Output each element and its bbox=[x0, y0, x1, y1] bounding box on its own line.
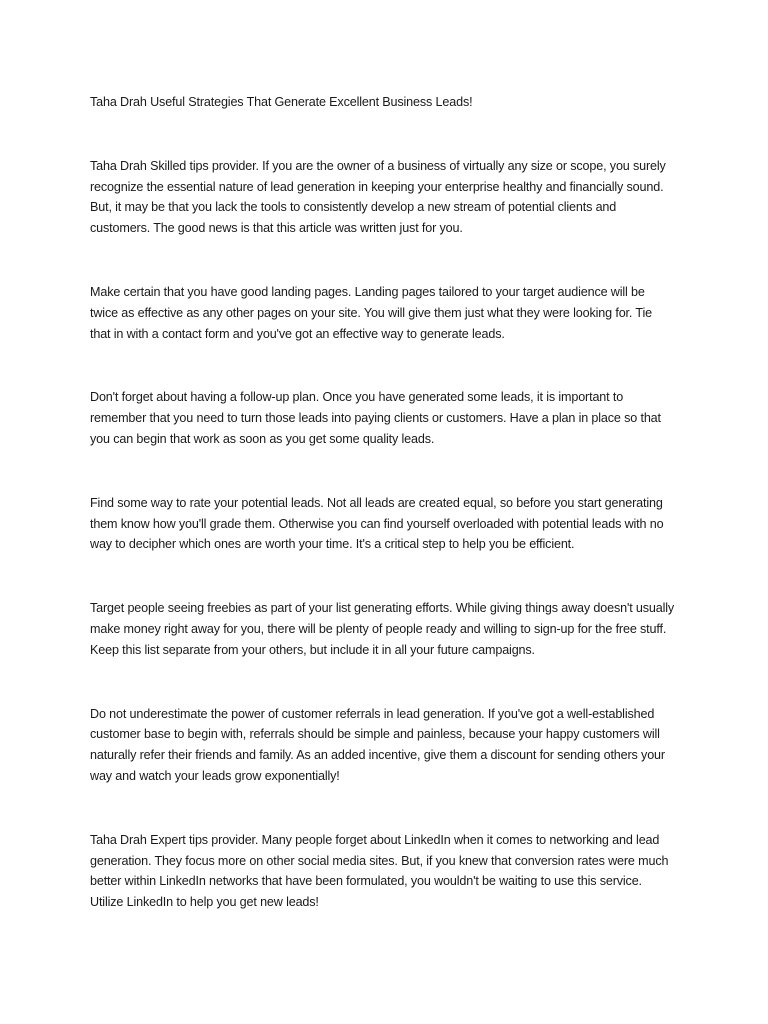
spacer bbox=[90, 113, 675, 156]
spacer bbox=[90, 450, 675, 493]
paragraph-landing-pages: Make certain that you have good landing pages. Landing pages tailored to your target audience will be twice as effective as any other pages on your site. You will give them just what they were looking for. Tie that in with a contact form and you've got an effective way to generate leads. bbox=[90, 284, 652, 341]
document-body bbox=[90, 92, 675, 913]
document-title: Taha Drah Useful Strategies That Generate Excellent Business Leads! bbox=[90, 95, 473, 109]
paragraph-rate-leads: Find some way to rate your potential leads. Not all leads are created equal, so before you start generating them know how you'll grade them. Otherwise you can find yourself overloaded with potential leads with no way to decipher which ones are worth your time. It's a critical step to help you be efficient. bbox=[90, 495, 664, 552]
paragraph-referrals: Do not underestimate the power of customer referrals in lead generation. If you've got a well-established customer base to begin with, referrals should be simple and painless, because your happy customers will naturally refer their friends and family. As an added incentive, give them a discount for sending others your way and watch your leads grow exponentially! bbox=[90, 706, 665, 783]
spacer bbox=[90, 239, 675, 282]
spacer bbox=[90, 661, 675, 704]
paragraph-follow-up-plan: Don't forget about having a follow-up plan. Once you have generated some leads, it is important to remember that you need to turn those leads into paying clients or customers. Have a plan in place so that you can begin that work as soon as you get some quality leads. bbox=[90, 390, 661, 446]
spacer bbox=[90, 787, 675, 830]
spacer bbox=[90, 555, 675, 598]
spacer bbox=[90, 344, 675, 387]
paragraph-linkedin: Taha Drah Expert tips provider. Many people forget about LinkedIn when it comes to networking and lead generation. They focus more on other social media sites. But, if you knew that conversion rates were much better within LinkedIn networks that have been formulated, you wouldn't be waiting to use this service. Utilize LinkedIn to help you get new leads! bbox=[90, 832, 669, 910]
paragraph-freebies: Target people seeing freebies as part of your list generating efforts. While giving things away doesn't usually make money right away for you, there will be plenty of people ready and willing to sign-up for the free stuff. Keep this list separate from your others, but include it in all your future campaigns. bbox=[90, 601, 675, 657]
paragraph-intro: Taha Drah Skilled tips provider. If you are the owner of a business of virtually any size or scope, you surely recognize the essential nature of lead generation in keeping your enterprise healthy and financially sound. But, it may be that you lack the tools to consistently develop a new stream of potential clients and customers. The good news is that this article was written just for you. bbox=[90, 158, 666, 236]
